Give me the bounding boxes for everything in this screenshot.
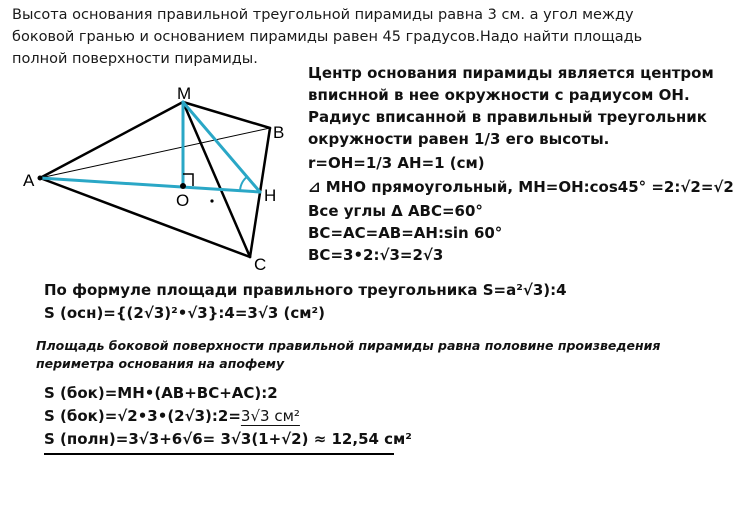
base-area: S (осн)={(2√3)²•√3}:4=3√3 (см²) xyxy=(44,304,325,322)
note-line-1: Площадь боковой поверхности правильной пирамиды равна половине произведения xyxy=(36,338,661,353)
label-C: C xyxy=(254,255,267,274)
solution-line-8: BC=AC=AB=AH:sin 60° xyxy=(308,224,503,242)
label-A: A xyxy=(23,171,35,190)
solution-line-7: Все углы Δ ABC=60° xyxy=(308,202,483,220)
angle-arc xyxy=(240,176,248,191)
lateral-area-calc xyxy=(44,407,300,425)
problem-line-2: боковой гранью и основанием пирамиды равен 45 градусов.Надо найти площадь xyxy=(12,29,643,45)
solution-line-1: Центр основания пирамиды является центром xyxy=(308,64,714,82)
total-area: S (полн)=3√3+6√6= 3√3(1+√2) ≈ 12,54 см² xyxy=(44,430,412,448)
dot-mark xyxy=(210,199,213,202)
solution-line-9: BC=3•2:√3=2√3 xyxy=(308,246,444,264)
formula-intro: По формуле площади правильного треугольника S=a²√3):4 xyxy=(44,281,567,299)
edge-AM xyxy=(40,102,183,178)
lateral-area-formula: S (бок)=MH•(AB+BC+AC):2 xyxy=(44,384,278,402)
lateral-area-calc-prefix: S (бок)=√2•3•(2√3):2= xyxy=(44,407,241,425)
edge-AB-hidden xyxy=(40,128,270,178)
point-O xyxy=(180,183,186,189)
lateral-area-result: 3√3 см² xyxy=(240,407,300,425)
solution-line-5: r=OH=1/3 AH=1 (см) xyxy=(308,154,485,172)
problem-line-3: полной поверхности пирамиды. xyxy=(12,51,258,67)
underline-total xyxy=(44,453,394,455)
segment-MH xyxy=(183,102,260,192)
label-O: O xyxy=(176,191,190,210)
problem-line-1: Высота основания правильной треугольной пирамиды равна 3 см. а угол между xyxy=(12,7,634,23)
label-H: H xyxy=(264,186,277,205)
pyramid-diagram xyxy=(0,60,300,290)
point-A xyxy=(38,176,43,181)
note-line-2: периметра основания на апофему xyxy=(36,356,285,371)
solution-line-3: Радиус вписанной в правильный треугольник xyxy=(308,108,707,126)
label-B: B xyxy=(273,123,285,142)
label-M: M xyxy=(177,84,192,103)
solution-line-4: окружности равен 1/3 его высоты. xyxy=(308,130,610,148)
solution-line-6: ⊿ MHO прямоугольный, MH=OH:cos45° =2:√2=√2 xyxy=(308,178,734,196)
solution-line-2: впиcнной в нее окружности с радиусом OH. xyxy=(308,86,690,104)
